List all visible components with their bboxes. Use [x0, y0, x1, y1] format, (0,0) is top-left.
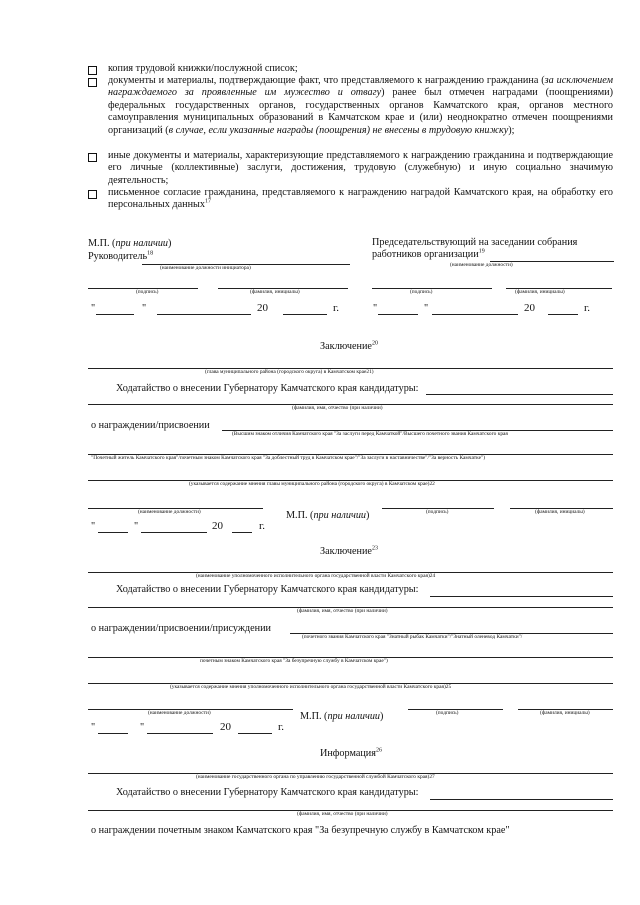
name-caption: (фамилия, инициалы) — [540, 710, 590, 716]
sign-caption: (подпись) — [426, 509, 449, 515]
sign-caption: (подпись) — [136, 289, 159, 295]
award-text: о награждении почетным знаком Камчатского края "За безупречную службу в Камчатском крае" — [91, 825, 510, 836]
name-caption: (фамилия, инициалы) — [535, 509, 585, 515]
date-year: 20 — [220, 721, 231, 733]
head-caption: (глава муниципального района (городского округа) в Камчатском крае21) — [205, 369, 374, 375]
sign-caption: (подпись) — [436, 710, 459, 716]
date-quote-open: " — [91, 303, 96, 314]
bullet-other-documents: иные документы и материалы, характеризующие представляемого к награждению гражданина и подтверждающие его личные (коллективные) заслуги, достижения, трудовую (служебную) и иную социально значимую деятельность; — [108, 150, 613, 186]
leader-label: Руководитель$^{18}$ — [88, 250, 154, 262]
seal-note: М.П. (при наличии) — [88, 238, 172, 249]
name-caption: (фамилия, инициалы) — [515, 289, 565, 295]
date-quote-close: " — [134, 521, 139, 532]
award-caption: "Почетный житель Камчатского края"/почетным знаком Камчатского края "За доблестный труд в Камчатском крае"/"За заслуги в наставничестве"/"За верность Камчатке") — [91, 455, 485, 461]
date-g: г. — [278, 721, 285, 733]
checkbox-icon[interactable] — [88, 190, 97, 199]
fio-caption: (фамилия, имя, отчество (при наличии) — [297, 811, 388, 817]
date-quote-close: " — [142, 303, 147, 314]
position-caption: (наименование должности) — [138, 509, 201, 515]
conclusion1-title: Заключение$^{20}$ — [320, 340, 378, 352]
petition-label: Ходатайство о внесении Губернатору Камчатского края кандидатуры: — [116, 383, 419, 394]
chair-caption: (наименование должности) — [450, 262, 513, 268]
date-year: 20 — [524, 302, 535, 314]
opinion-caption: (указывается содержание мнения уполномоченного исполнительного органа государственной власти Камчатского края)25 — [170, 684, 452, 690]
org-caption: (наименование уполномоченного исполнительного органа государственной власти Камчатского края)24 — [196, 573, 436, 579]
leader-caption: (наименование должности инициатора) — [160, 265, 251, 271]
checkbox-icon[interactable] — [88, 78, 97, 87]
bullet-previous-awards: документы и материалы, подтверждающие факт, что представляемого к награждению гражданина (за исключением награждаемого за проявленные им мужество и отвагу) ранее был отмечен наградами (поощрениями) федеральных государственных органов, государственных органов Камчатского края, органов местного самоуправления муниципальных образований в Камчатском крае и (или) неоднократно отмечен поощрениями организаций (в случае, если указанные награды (поощрения) не внесены в трудовую книжку); — [108, 75, 613, 136]
award-label: о награждении/присвоении — [91, 420, 210, 431]
date-quote-open: " — [91, 722, 96, 733]
bullet-work-book: копия трудовой книжки/послужной список; — [108, 63, 298, 74]
date-quote-close: " — [140, 722, 145, 733]
award-caption: почетным знаком Камчатского края "За безупречную службу в Камчатском крае") — [200, 658, 388, 664]
petition-label: Ходатайство о внесении Губернатору Камчатского края кандидатуры: — [116, 787, 419, 798]
award-caption: (Высшим знаком отличия Камчатского края "За заслуги перед Камчаткой"/Высшего почетного звания Камчатского края — [232, 431, 508, 437]
checkbox-icon[interactable] — [88, 66, 97, 75]
org-caption: (наименование государственного органа по управлению государственной службой Камчатского края)27 — [196, 774, 435, 780]
opinion-caption: (указывается содержание мнения главы муниципального района (городского округа) в Камчатском крае)22 — [189, 481, 435, 487]
seal-note: М.П. (при наличии) — [300, 711, 384, 722]
date-quote-close: " — [424, 303, 429, 314]
date-g: г. — [584, 302, 591, 314]
date-year: 20 — [212, 520, 223, 532]
date-quote-open: " — [91, 521, 96, 532]
seal-note: М.П. (при наличии) — [286, 510, 370, 521]
chair-label: Председательствующий на заседании собрания работников организации$^{19}$ — [372, 237, 578, 261]
fio-caption: (фамилия, имя, отчество (при наличии) — [297, 608, 388, 614]
date-year: 20 — [257, 302, 268, 314]
date-quote-open: " — [373, 303, 378, 314]
date-g: г. — [259, 520, 266, 532]
position-caption: (наименование должности) — [148, 710, 211, 716]
information-title: Информация$^{26}$ — [320, 747, 382, 759]
conclusion2-title: Заключение$^{23}$ — [320, 545, 378, 557]
fio-caption: (фамилия, имя, отчество (при наличии) — [292, 405, 383, 411]
name-caption: (фамилия, инициалы) — [250, 289, 300, 295]
date-g: г. — [333, 302, 340, 314]
award-caption: (почетного звания Камчатского края "Знатный рыбак Камчатки"/"Знатный оленевод Камчатки"/ — [302, 634, 523, 640]
petition-label: Ходатайство о внесении Губернатору Камчатского края кандидатуры: — [116, 584, 419, 595]
checkbox-icon[interactable] — [88, 153, 97, 162]
sign-caption: (подпись) — [410, 289, 433, 295]
award-label: о награждении/присвоении/присуждении — [91, 623, 271, 634]
bullet-consent: письменное согласие гражданина, представляемого к награждению наградой Камчатского края, на обработку его персональных данных$^{17}$ — [108, 187, 613, 211]
